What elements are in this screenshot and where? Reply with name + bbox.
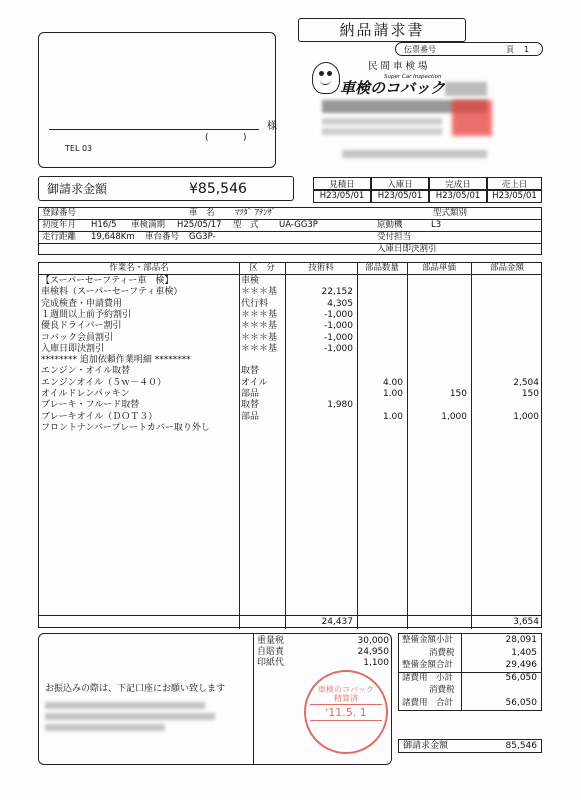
item-qty: 1.00 (382, 389, 403, 399)
company-brand: 車検のコバック (340, 79, 446, 97)
date-header: 売上日 (487, 177, 542, 190)
item-cat: 取替 (241, 400, 260, 411)
table-row (39, 321, 543, 333)
item-fee: 1,980 (327, 400, 353, 411)
table-row (39, 423, 543, 435)
item-cat: 部品 (241, 411, 260, 422)
stamp-top: 車検のコバック (318, 685, 374, 694)
table-row (39, 389, 543, 401)
title-box (298, 18, 466, 42)
item-fee: 22,152 (321, 287, 353, 298)
item-unit: 1,000 (441, 411, 467, 422)
col-header-category: 区 分 (249, 263, 275, 273)
summary-table (398, 633, 542, 711)
item-name: ******** 追加依頼作業明細 ******** (41, 355, 191, 366)
summary-label: 消費税 (429, 685, 455, 695)
total-value: 85,546 (505, 741, 537, 751)
summary-value: 1,405 (511, 647, 537, 658)
table-row (39, 355, 543, 367)
customer-tel: TEL 03 (65, 144, 93, 153)
table-row (39, 412, 543, 424)
date-value: H23/05/01 (487, 190, 542, 203)
slip-number-box (395, 42, 543, 56)
company-type: 民間車検場 (368, 61, 431, 72)
table-row (39, 299, 543, 311)
expiry-value: H25/05/17 (177, 220, 222, 230)
customer-honorific: 様 (267, 121, 277, 132)
payment-note: お振込みの際は、下記口座にお願い致します (45, 684, 226, 694)
summary-value: 29,496 (505, 660, 537, 670)
reception-label: 受付担当 (377, 232, 412, 242)
model-value: UA-GG3P (279, 220, 318, 230)
items-rows (39, 276, 543, 614)
page-label: 頁 (506, 45, 514, 54)
table-row (39, 276, 543, 288)
item-fee: -1,000 (323, 343, 353, 354)
billing-amount-value: ¥85,546 (189, 181, 247, 197)
date-header: 完成日 (429, 177, 487, 190)
col-header-unit: 部品単価 (421, 263, 456, 273)
col-header-fee: 技術料 (308, 263, 334, 273)
billing-amount-label: 御請求金額 (47, 182, 108, 196)
customer-box (38, 32, 276, 168)
company-seal (452, 100, 492, 136)
item-name: エンジンオイル（５ｗ－４０） (41, 377, 167, 388)
item-amt: 2,504 (513, 377, 539, 388)
total-label: 御請求金額 (403, 741, 449, 751)
item-cat: オイル (241, 377, 268, 388)
table-row (39, 333, 543, 345)
item-qty: 1.00 (382, 411, 403, 422)
item-cat: 取替 (241, 366, 260, 377)
item-fee: -1,000 (323, 309, 353, 320)
item-cat: ＊＊＊基 (241, 343, 278, 354)
tax-label: 印紙代 (257, 658, 285, 668)
item-name: 【スーパーセーフティー車 検】 (41, 276, 174, 286)
first-reg-label: 初度年月 (42, 220, 77, 230)
chassis-value: GG3P- (189, 232, 216, 242)
items-table (38, 262, 542, 628)
company-mascot-logo (312, 62, 340, 94)
tax-value: 24,950 (357, 647, 389, 657)
table-row (39, 400, 543, 412)
company-tagline: Super Car Inspection (384, 74, 442, 80)
date-header: 入庫日 (371, 177, 429, 190)
item-name: 入庫日即決割引 (41, 343, 105, 354)
item-name: 優良ドライバー割引 (41, 321, 122, 332)
company-address-redacted (445, 82, 487, 96)
summary-value: 56,050 (505, 672, 537, 683)
item-qty: 4.00 (382, 377, 403, 388)
paid-stamp (304, 670, 388, 754)
table-row (39, 287, 543, 299)
car-name-value: ﾏﾂﾀﾞ ｱﾃﾝｻﾞ (235, 208, 276, 218)
item-cat: 車検 (241, 276, 260, 286)
summary-label: 整備金額小計 (402, 635, 454, 645)
date-value: H23/05/01 (429, 190, 487, 203)
item-fee: 4,305 (327, 298, 353, 309)
date-value: H23/05/01 (371, 190, 429, 203)
stamp-date: '11.5. 1 (325, 706, 367, 719)
item-unit: 150 (449, 389, 467, 399)
item-cat: 代行料 (241, 298, 269, 309)
reg-label: 登録番号 (42, 208, 77, 218)
car-name-label: 車 名 (189, 208, 215, 218)
first-reg-value: H16/5 (91, 220, 117, 230)
item-name: フロントナンバープレートカバー取り外し (41, 422, 210, 433)
item-cat: 部品 (241, 389, 260, 399)
model-label: 型 式 (233, 220, 259, 230)
item-fee: -1,000 (323, 332, 353, 343)
in-date-label: 入庫日即決割引 (377, 244, 437, 254)
tax-value: 1,100 (363, 658, 389, 668)
table-row (39, 310, 543, 322)
item-name: ブレーキ・フルード取替 (41, 400, 140, 411)
fee-subtotal: 24,437 (321, 617, 353, 627)
item-name: 車検料（スーパーセーフティ車検） (41, 287, 183, 298)
col-header-amount: 部品金額 (489, 263, 524, 273)
vehicle-info (38, 207, 542, 255)
slip-number-label: 伝票番号 (404, 45, 436, 54)
summary-label: 消費税 (429, 647, 455, 658)
item-name: オイルドレンパッキン (41, 389, 130, 399)
item-name: 完成検査・申請費用 (41, 298, 123, 309)
date-value: H23/05/01 (313, 190, 371, 203)
table-row (39, 366, 543, 378)
summary-label: 諸費用 小計 (402, 672, 454, 683)
mileage-label: 走行距離 (42, 232, 77, 242)
date-header: 見積日 (313, 177, 371, 190)
col-header-name: 作業名・部品名 (109, 263, 169, 273)
item-cat: ＊＊＊基 (241, 332, 278, 343)
paren-close: ) (243, 133, 247, 143)
item-amt: 1,000 (513, 411, 539, 422)
item-name: エンジン・オイル取替 (41, 366, 131, 377)
summary-label: 整備金額合計 (402, 660, 454, 670)
item-fee: -1,000 (323, 321, 353, 332)
item-name: ブレーキオイル（ＤＯＴ３） (41, 411, 158, 422)
paren-open: ( (205, 133, 209, 143)
expiry-label: 車検満期 (131, 220, 166, 230)
total-box (398, 739, 542, 753)
item-name: コバック会員割引 (41, 332, 114, 343)
summary-value: 56,050 (505, 697, 537, 708)
tax-label: 自賠責 (257, 647, 285, 657)
tax-value: 30,000 (357, 636, 389, 646)
engine-label: 原動機 (377, 220, 403, 230)
summary-label: 諸費用 合計 (402, 697, 454, 708)
document-title: 納品請求書 (339, 21, 425, 39)
page-number: 1 (524, 45, 530, 54)
chassis-label: 車台番号 (145, 232, 180, 242)
parts-subtotal: 3,654 (513, 617, 539, 627)
engine-value: L3 (431, 220, 442, 230)
mileage-value: 19,648Km (91, 232, 135, 242)
type-class-label: 型式類別 (433, 208, 468, 218)
item-name: １週間以上前予約割引 (41, 309, 132, 320)
item-cat: ＊＊＊基 (241, 309, 278, 320)
customer-name-line (49, 129, 259, 130)
bank-account-redacted (45, 702, 205, 709)
item-cat: ＊＊＊基 (241, 287, 278, 298)
stamp-mid: 精算済 (334, 694, 358, 703)
item-cat: ＊＊＊基 (241, 321, 278, 332)
summary-value: 28,091 (505, 635, 537, 645)
col-header-qty: 部品数量 (364, 263, 399, 273)
table-row (39, 344, 543, 356)
billing-amount-box (38, 176, 294, 201)
tax-label: 重量税 (257, 636, 285, 646)
table-row (39, 378, 543, 390)
item-amt: 150 (521, 389, 539, 399)
